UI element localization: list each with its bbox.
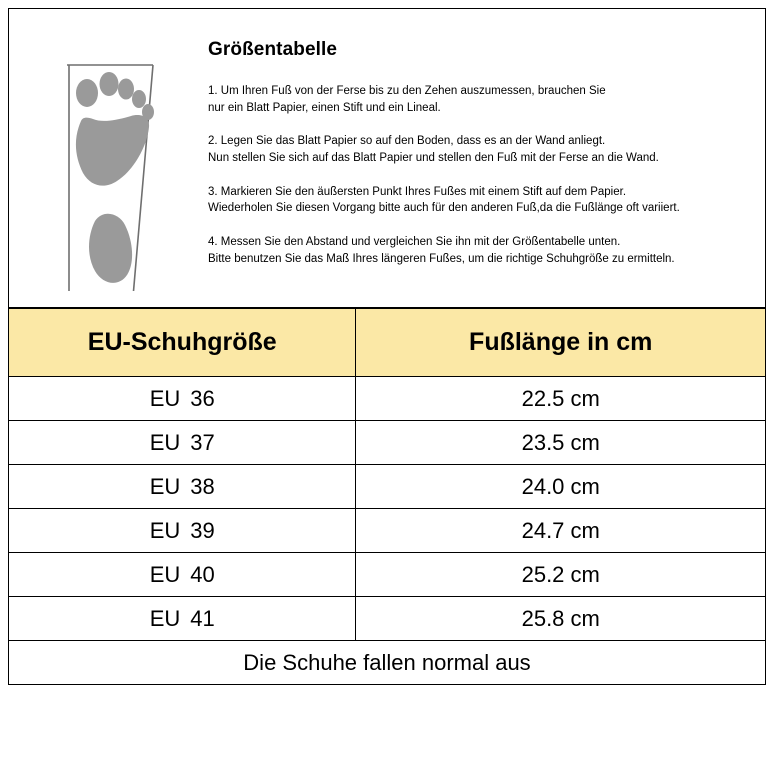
- cell-foot-length: 25.8 cm: [356, 597, 766, 641]
- instruction-line: Wiederholen Sie diesen Vorgang bitte auch für den anderen Fuß,da die Fußlänge oft variiert.: [208, 202, 680, 215]
- eu-value: 41: [190, 605, 215, 631]
- page-title: Größentabelle: [208, 39, 338, 60]
- cell-foot-length: 22.5 cm: [356, 377, 766, 421]
- table-footer-row: [9, 641, 766, 685]
- footprint-measurement-diagram-icon: [61, 61, 171, 291]
- table-row: [9, 553, 766, 597]
- eu-prefix: EU: [149, 605, 181, 631]
- eu-value: 39: [190, 517, 215, 543]
- instruction-line: 2. Legen Sie das Blatt Papier so auf den Boden, dass es an der Wand anliegt.: [208, 135, 606, 148]
- table-row: [9, 597, 766, 641]
- instruction-line: 1. Um Ihren Fuß von der Ferse bis zu den Zehen auszumessen, brauchen Sie: [208, 85, 606, 97]
- cell-eu-size: [9, 377, 356, 421]
- column-header-eu-size: EU-Schuhgröße: [9, 309, 356, 377]
- eu-prefix: EU: [149, 473, 181, 499]
- eu-value: 40: [190, 561, 215, 587]
- cell-foot-length: 24.0 cm: [356, 465, 766, 509]
- instruction-line: Nun stellen Sie sich auf das Blatt Papier und stellen den Fuß mit der Ferse an die Wand.: [208, 152, 659, 165]
- instruction-step-4: [208, 234, 747, 267]
- eu-value: 38: [190, 473, 215, 499]
- instructions-text: [194, 9, 765, 307]
- cell-foot-length: 25.2 cm: [356, 553, 766, 597]
- instruction-step-3: [208, 184, 747, 217]
- instruction-line: 3. Markieren Sie den äußersten Punkt Ihres Fußes mit einem Stift auf dem Papier.: [208, 185, 627, 198]
- table-row: [9, 465, 766, 509]
- cell-eu-size: [9, 509, 356, 553]
- table-row: [9, 421, 766, 465]
- column-header-foot-length: Fußlänge in cm: [356, 309, 766, 377]
- instruction-line: Bitte benutzen Sie das Maß Ihres längeren Fußes, um die richtige Schuhgröße zu ermitteln.: [208, 252, 675, 265]
- size-table: [8, 308, 766, 685]
- instruction-line: nur ein Blatt Papier, einen Stift und ein Lineal.: [208, 101, 441, 114]
- eu-value: 37: [190, 429, 215, 455]
- footer-note: Die Schuhe fallen normal aus: [9, 641, 766, 685]
- cell-eu-size: [9, 553, 356, 597]
- cell-foot-length: 24.7 cm: [356, 509, 766, 553]
- footprint-figure: [9, 9, 194, 307]
- table-header-row: [9, 309, 766, 377]
- instruction-step-1: [208, 83, 747, 116]
- cell-eu-size: [9, 597, 356, 641]
- table-row: [9, 509, 766, 553]
- instruction-line: 4. Messen Sie den Abstand und vergleichen Sie ihn mit der Größentabelle unten.: [208, 236, 621, 249]
- instructions-panel: [8, 8, 766, 308]
- eu-prefix: EU: [149, 429, 181, 455]
- eu-prefix: EU: [149, 561, 181, 587]
- eu-prefix: EU: [149, 517, 181, 543]
- cell-eu-size: [9, 465, 356, 509]
- instruction-step-2: [208, 133, 747, 166]
- eu-prefix: EU: [149, 385, 181, 411]
- table-row: [9, 377, 766, 421]
- cell-foot-length: 23.5 cm: [356, 421, 766, 465]
- eu-value: 36: [190, 385, 215, 411]
- cell-eu-size: [9, 421, 356, 465]
